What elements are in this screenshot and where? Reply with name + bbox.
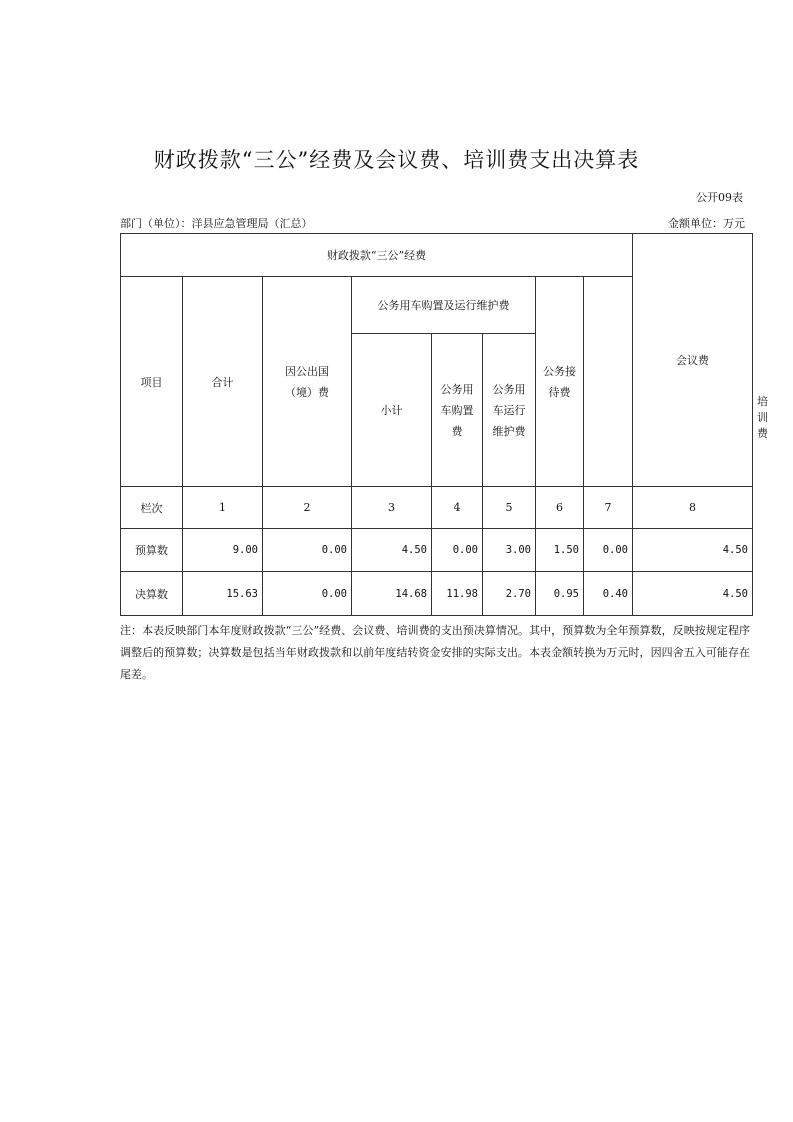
header-vehicle-group: 公务用车购置及运行维护费 — [352, 277, 536, 334]
header-reception: 公务接待费 — [536, 277, 584, 487]
header-vehicle-operation: 公务用车运行维护费 — [483, 334, 536, 487]
table-cell: 9.00 — [183, 529, 263, 572]
row-label: 决算数 — [121, 572, 183, 616]
header-total: 合计 — [183, 277, 263, 487]
header-meeting: 会议费 — [633, 234, 753, 487]
table-cell: 4.50 — [633, 529, 753, 572]
row-label: 栏次 — [121, 487, 183, 529]
table-cell: 2.70 — [483, 572, 536, 616]
header-vehicle-purchase: 公务用车购置费 — [432, 334, 483, 487]
table-cell: 7 — [584, 487, 633, 529]
table-cell: 3.00 — [483, 529, 536, 572]
table-cell: 0.00 — [432, 529, 483, 572]
table-cell: 4.50 — [352, 529, 432, 572]
table-cell: 8 — [633, 487, 753, 529]
table-row — [121, 529, 753, 572]
table-cell: 0.00 — [584, 529, 633, 572]
table-footnote: 注：本表反映部门本年度财政拨款“三公”经费、会议费、培训费的支出预决算情况。其中，预算数为全年预算数，反映按规定程序调整后的预算数；决算数是包括当年财政拨款和以前年度结转资金安排的实际支出。本表金额转换为万元时，因四舍五入可能存在尾差。 — [120, 624, 750, 681]
table-cell: 11.98 — [432, 572, 483, 616]
table-cell: 0.00 — [263, 529, 352, 572]
table-cell: 0.40 — [584, 572, 633, 616]
table-cell: 0.95 — [536, 572, 584, 616]
row-label: 预算数 — [121, 529, 183, 572]
header-subtotal: 小计 — [352, 334, 432, 487]
table-cell: 5 — [483, 487, 536, 529]
form-number: 公开09表 — [696, 191, 743, 204]
table-cell: 4.50 — [633, 572, 753, 616]
table-cell: 1 — [183, 487, 263, 529]
header-overseas: 因公出国（境）费 — [263, 277, 352, 487]
table-row — [121, 572, 753, 616]
table-cell: 15.63 — [183, 572, 263, 616]
table-cell: 6 — [536, 487, 584, 529]
table-cell: 0.00 — [263, 572, 352, 616]
table-cell: 3 — [352, 487, 432, 529]
table-cell: 14.68 — [352, 572, 432, 616]
table-cell: 2 — [263, 487, 352, 529]
table-cell: 4 — [432, 487, 483, 529]
table-row — [121, 487, 753, 529]
header-item: 项目 — [121, 277, 183, 487]
amount-unit-label: 金额单位：万元 — [668, 217, 745, 230]
table-cell: 1.50 — [536, 529, 584, 572]
department-label: 部门（单位）：洋县应急管理局（汇总） — [120, 217, 313, 230]
page-title: 财政拨款“三公”经费及会议费、培训费支出决算表 — [153, 148, 640, 172]
expense-table: 财政拨款“三公”经费 会议费 培训费 项目 合计 因公出国（境）费 公务用车购置及运行维护费 公务接待费 小计 公务用车购置费 公务用车运行维护费 栏次 1 2 3 4 5 6 7 8 预算数 9.00 0.00 4.50 0.00 3.00 1.50 0.00 4.50 决算数 15.63 0.00 14.68 11.98 2.70 0.95 0.40 4.50 — [120, 233, 753, 616]
header-three-public-group: 财政拨款“三公”经费 — [121, 234, 633, 277]
